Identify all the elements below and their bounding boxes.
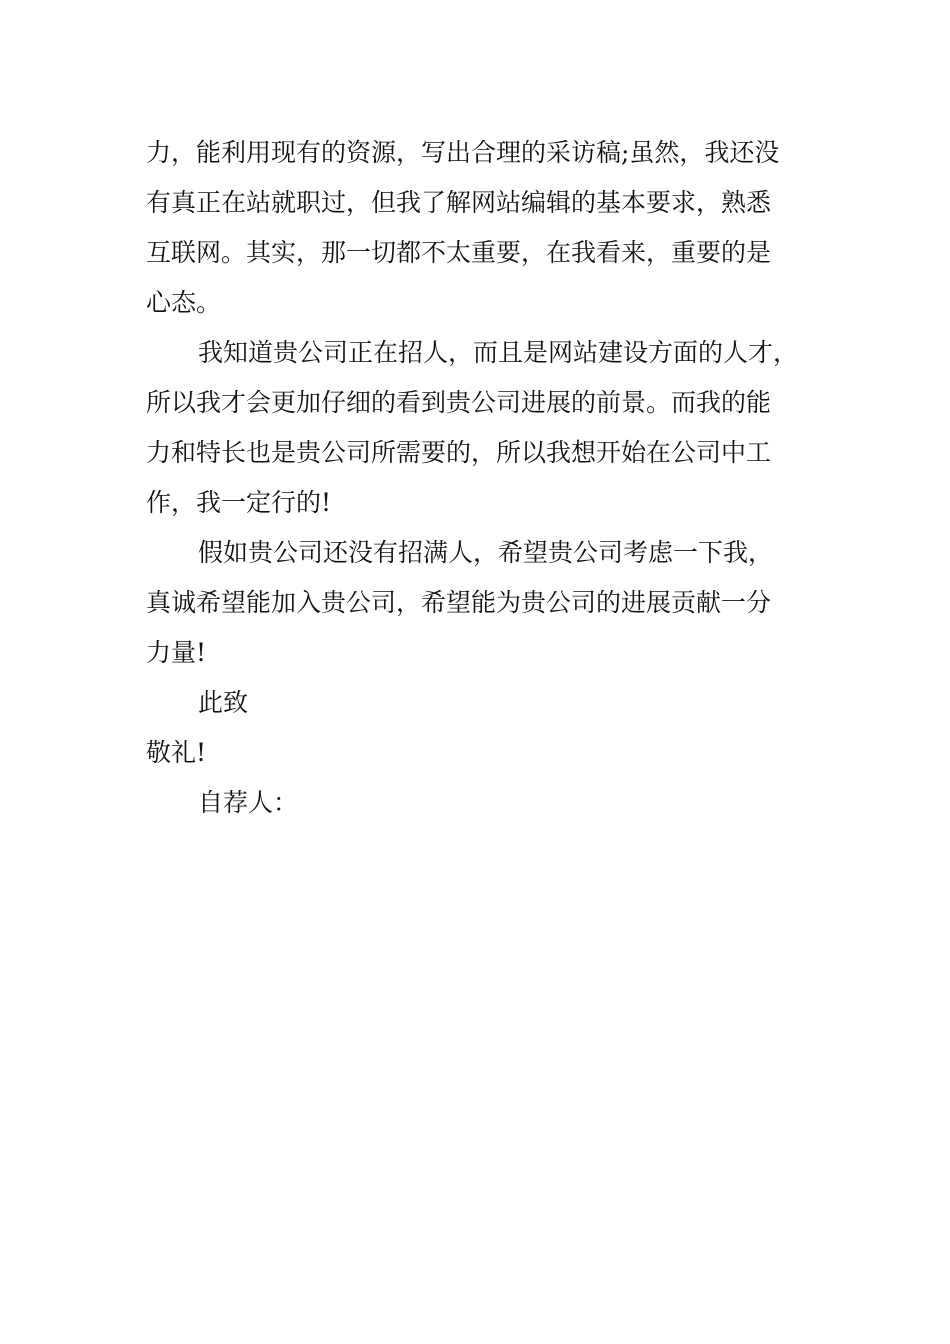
text-line: 心态。 [146, 288, 222, 317]
paragraph-2 [146, 328, 816, 528]
text-line: 我知道贵公司正在招人，而且是网站建设方面的人才， [198, 338, 799, 367]
text-line: 互联网。其实，那一切都不太重要，在我看来，重要的是 [146, 238, 772, 267]
text-line: 有真正在站就职过，但我了解网站编辑的基本要求，熟悉 [146, 188, 772, 217]
closing-phrase: 此致 [198, 688, 249, 717]
text-line: 假如贵公司还没有招满人，希望贵公司考虑一下我， [198, 538, 774, 567]
text-line: 真诚希望能加入贵公司，希望能为贵公司的进展贡献一分 [146, 588, 772, 617]
paragraph-3 [146, 528, 816, 678]
signature-label: 自荐人： [198, 788, 299, 817]
text-line: 力量! [146, 638, 207, 667]
letter-body [146, 128, 816, 828]
text-line: 作，我一定行的! [146, 488, 332, 517]
paragraph-1 [146, 128, 816, 328]
text-line: 力和特长也是贵公司所需要的，所以我想开始在公司中工 [146, 438, 772, 467]
text-line: 力，能利用现有的资源，写出合理的采访稿;虽然，我还没 [146, 138, 780, 167]
salutation: 敬礼! [146, 738, 207, 767]
text-line: 所以我才会更加仔细的看到贵公司进展的前景。而我的能 [146, 388, 772, 417]
